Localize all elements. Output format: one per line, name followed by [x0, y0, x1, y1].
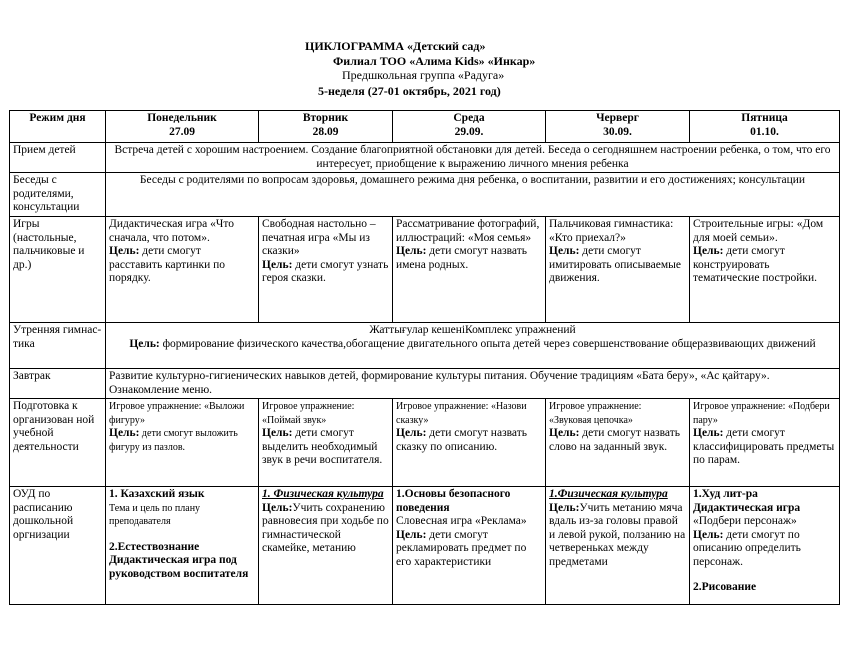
- subject-heading: 1.Физическая культура: [549, 488, 668, 500]
- row-label: Утренняя гимнас-тика: [10, 323, 106, 369]
- goal-label: Цель:: [549, 427, 580, 439]
- row-label: Прием детей: [10, 143, 106, 173]
- goal-label: Цель:: [549, 245, 580, 257]
- goal-label: Цель:: [262, 258, 293, 271]
- cell-title: Игровое упражнение: «Подбери пару»: [693, 401, 830, 426]
- day-date: 30.09.: [603, 125, 632, 138]
- branch-name: Филиал ТОО «Алима Kids» «Инкар»: [333, 54, 536, 68]
- row-gym: [10, 323, 840, 369]
- day-name: Понедельник: [147, 112, 217, 124]
- games-cell-wednesday: [393, 217, 546, 323]
- day-name: Черверг: [596, 112, 639, 124]
- day-header-wednesday: [393, 111, 546, 143]
- day-header-monday: [106, 111, 259, 143]
- day-date: 28.09: [312, 125, 339, 138]
- games-cell-thursday: [546, 217, 690, 323]
- row-label: Завтрак: [10, 369, 106, 399]
- corner-cell: Режим дня: [10, 111, 106, 143]
- prep-cell-tuesday: [259, 399, 393, 487]
- goal-label: Цель:: [396, 245, 427, 257]
- goal-text: дети смогут узнать героя сказки.: [262, 258, 389, 284]
- subject-heading: 1.Основы безопасного поведения: [396, 488, 511, 514]
- row-prep: [10, 399, 840, 487]
- gym-text: [106, 323, 840, 369]
- day-header-thursday: [546, 111, 690, 143]
- day-date: 29.09.: [454, 125, 484, 138]
- gym-line: Жаттығулар кешеніКомплекс упражнений: [369, 324, 576, 336]
- games-cell-monday: [106, 217, 259, 323]
- subject-subheading: Дидактическая игра: [693, 501, 801, 514]
- oud-cell-monday: [106, 487, 259, 605]
- goal-label: Цель:: [262, 501, 293, 514]
- day-date: 01.10.: [750, 125, 779, 138]
- document-title: ЦИКЛОГРАММА «Детский сад»: [305, 39, 486, 53]
- goal-text: дети смогут назвать слово на заданный звук.: [549, 427, 680, 453]
- subject-heading: 1. Казахский язык: [109, 488, 205, 500]
- prep-cell-monday: [106, 399, 259, 487]
- goal-text: дети смогут по описанию определить персонаж.: [693, 528, 801, 568]
- games-cell-tuesday: [259, 217, 393, 323]
- reception-text: Встреча детей с хорошим настроением. Создание благоприятной обстановки для детей. Беседа о сегодняшнем настроении ребенка, о том, что его интересует, приобщение к выражению личного мнения ребенка: [106, 143, 840, 173]
- goal-text: формирование физического качества,обогащение двигательного опыта детей через совершенствование общеразвивающих движений: [159, 337, 816, 350]
- goal-text: дети смогут выложить фигуру из пазлов.: [109, 428, 238, 453]
- cell-title: Игровое упражнение: «Поймай звук»: [262, 401, 355, 426]
- row-label: Подготовка к организован ной учебной деятельности: [10, 399, 106, 487]
- cell-title: Игровое упражнение: «Выложи фигуру»: [109, 401, 245, 426]
- day-name: Среда: [453, 112, 485, 124]
- goal-label: Цель:: [693, 427, 724, 439]
- goal-text: дети смогут имитировать описываемые движения.: [549, 245, 681, 284]
- oud-cell-wednesday: [393, 487, 546, 605]
- day-name: Пятница: [741, 112, 788, 124]
- breakfast-text: Развитие культурно-гигиенических навыков детей, формирование культуры питания. Обучение традициям «Бата беру», «Ас қайтару». Ознакомление меню.: [106, 369, 840, 399]
- subject-text: Тема и цель по плану преподавателя: [109, 502, 201, 527]
- cell-title: Пальчиковая гимнастика: «Кто приехал?»: [549, 218, 674, 244]
- goal-label: Цель:: [109, 427, 140, 439]
- games-cell-friday: [690, 217, 840, 323]
- cell-title: Игровое упражнение: «Звуковая цепочка»: [549, 401, 642, 426]
- row-reception: [10, 143, 840, 173]
- parents-text: Беседы с родителями по вопросам здоровья, домашнего режима дня ребенка, о воспитании, развитии и его достижениях; консультации: [106, 173, 840, 217]
- prep-cell-wednesday: [393, 399, 546, 487]
- day-name: Вторник: [302, 112, 349, 124]
- goal-text: Учить метанию мяча вдаль из-за головы правой и левой рукой, ползанию на четвереньках между предметами: [549, 501, 686, 568]
- row-label: ОУД по расписанию дошкольной оргнизации: [10, 487, 106, 605]
- prep-cell-friday: [690, 399, 840, 487]
- cell-title: Рассматривание фотографий, иллюстраций: «Моя семья»: [396, 218, 540, 244]
- goal-text: дети смогут конструировать тематические постройки.: [693, 245, 818, 284]
- day-date: 27.09: [169, 125, 195, 138]
- subject-text: Словесная игра «Реклама»: [396, 515, 527, 527]
- oud-cell-thursday: [546, 487, 690, 605]
- goal-text: дети смогут рекламировать предмет по его характеристики: [396, 528, 527, 568]
- subject-heading: 1.Худ лит-ра: [693, 488, 758, 500]
- row-oud: [10, 487, 840, 605]
- goal-text: дети смогут классифицировать предметы по парам.: [693, 427, 835, 466]
- day-header-friday: [690, 111, 840, 143]
- group-name: Предшкольная группа «Радуга»: [342, 68, 505, 82]
- oud-cell-friday: [690, 487, 840, 605]
- table-header-row: [10, 111, 840, 143]
- goal-label: Цель:: [549, 501, 580, 514]
- goal-text: дети смогут назвать сказку по описанию.: [396, 427, 527, 453]
- subject-heading: 2.Рисование: [693, 581, 757, 593]
- cell-title: Игровое упражнение: «Назови сказку»: [396, 401, 527, 426]
- row-breakfast: [10, 369, 840, 399]
- row-label: Беседы с родителями, консультации: [10, 173, 106, 217]
- subject-text: «Подбери персонаж»: [693, 515, 797, 527]
- cell-title: Дидактическая игра «Что сначала, что потом».: [109, 218, 234, 244]
- goal-label: Цель:: [693, 528, 724, 541]
- week-info: 5-неделя (27-01 октябрь, 2021 год): [318, 84, 501, 98]
- subject-heading: 1. Физическая культура: [262, 488, 384, 500]
- goal-text: дети смогут выделить необходимый звук в речи воспитателя.: [262, 427, 383, 466]
- goal-label: Цель:: [129, 337, 160, 350]
- subject-subheading: Дидактическая игра под руководством воспитателя: [109, 554, 249, 580]
- goal-label: Цель:: [396, 427, 427, 439]
- goal-label: Цель:: [262, 427, 293, 439]
- day-header-tuesday: [259, 111, 393, 143]
- goal-text: дети смогут назвать имена родных.: [396, 245, 527, 271]
- row-parents: [10, 173, 840, 217]
- cell-title: Строительные игры: «Дом для моей семьи».: [693, 218, 824, 244]
- oud-cell-tuesday: [259, 487, 393, 605]
- goal-text: Учить сохранению равновесия при ходьбе по гимнастической скамейке, метанию: [262, 501, 389, 554]
- row-label: Игры (настольные, пальчиковые и др.): [10, 217, 106, 323]
- prep-cell-thursday: [546, 399, 690, 487]
- cell-title: Свободная настольно – печатная игра «Мы из сказки»: [262, 218, 376, 257]
- goal-label: Цель:: [396, 528, 427, 541]
- schedule-table: [9, 110, 840, 605]
- goal-text: дети смогут расставить картинки по порядку.: [109, 245, 226, 284]
- goal-label: Цель:: [693, 245, 724, 257]
- subject-heading: 2.Естествознание: [109, 540, 200, 553]
- goal-label: Цель:: [109, 245, 140, 257]
- row-games: [10, 217, 840, 323]
